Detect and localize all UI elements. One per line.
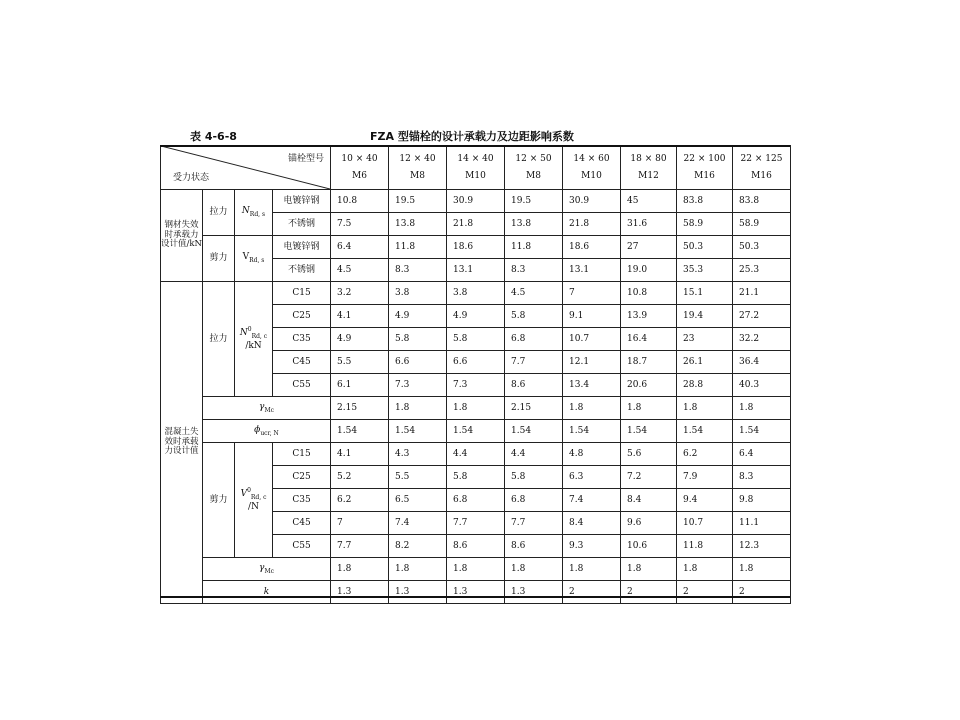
value-cell: 18.6: [563, 236, 621, 259]
value-cell: 4.8: [563, 443, 621, 466]
value-cell: 1.8: [621, 558, 677, 581]
value-cell: 1.54: [677, 420, 733, 443]
value-cell: 2: [733, 581, 791, 604]
symbol-phi: ϕ: [254, 424, 261, 435]
value-cell: 12.1: [563, 351, 621, 374]
value-cell: 8.4: [563, 512, 621, 535]
table-number: 表 4-6-8: [190, 130, 237, 143]
table-title: FZA 型锚栓的设计承载力及边距影响系数: [370, 130, 574, 143]
symbol-gamma-sub: Mc: [264, 406, 274, 414]
value-cell: 1.8: [505, 558, 563, 581]
material-label: 电镀锌钢: [273, 236, 331, 259]
steel-tension-label: 拉力: [203, 190, 235, 236]
symbol-v-sub: Rd, s: [249, 256, 265, 264]
value-cell: 13.8: [505, 213, 563, 236]
value-cell: 1.8: [331, 558, 389, 581]
value-cell: 2: [677, 581, 733, 604]
value-cell: 6.8: [505, 489, 563, 512]
anchor-type-header: [677, 146, 733, 190]
value-cell: 10.8: [621, 282, 677, 305]
value-cell: 45: [621, 190, 677, 213]
value-cell: 21.8: [563, 213, 621, 236]
value-cell: 4.9: [447, 305, 505, 328]
value-cell: 10.8: [331, 190, 389, 213]
value-cell: 6.2: [677, 443, 733, 466]
value-cell: 6.2: [331, 489, 389, 512]
value-cell: 1.54: [389, 420, 447, 443]
value-cell: 7.7: [331, 535, 389, 558]
symbol-gamma-sub: Mc: [264, 567, 274, 575]
symbol-v0-sub: Rd, c: [250, 493, 267, 501]
steel-tension-symbol: [235, 190, 273, 236]
anchor-size: 12 × 50: [515, 154, 552, 165]
value-cell: 30.9: [563, 190, 621, 213]
value-cell: 11.8: [389, 236, 447, 259]
value-cell: 1.8: [563, 558, 621, 581]
symbol-n-sub: Rd, s: [249, 210, 266, 218]
symbol-phi-sub: ucr, N: [260, 429, 279, 437]
gamma-shear-label: [203, 558, 331, 581]
anchor-size: 12 × 40: [399, 154, 436, 165]
value-cell: 6.6: [447, 351, 505, 374]
concrete-grade: C35: [273, 489, 331, 512]
anchor-type-header: [733, 146, 791, 190]
value-cell: 5.2: [331, 466, 389, 489]
anchor-size: 10 × 40: [341, 154, 378, 165]
table-row: [161, 190, 791, 213]
value-cell: 1.8: [447, 397, 505, 420]
value-cell: 6.4: [733, 443, 791, 466]
value-cell: 40.3: [733, 374, 791, 397]
concrete-grade: C45: [273, 512, 331, 535]
value-cell: 10.6: [621, 535, 677, 558]
value-cell: 1.8: [733, 397, 791, 420]
value-cell: 7.4: [563, 489, 621, 512]
anchor-size: 14 × 60: [573, 154, 610, 165]
concrete-grade: C35: [273, 328, 331, 351]
header-row: [161, 146, 791, 190]
bolt-size: M8: [410, 170, 425, 181]
value-cell: 1.54: [505, 420, 563, 443]
value-cell: 8.3: [505, 259, 563, 282]
value-cell: 9.1: [563, 305, 621, 328]
value-cell: 7.2: [621, 466, 677, 489]
value-cell: 7.3: [389, 374, 447, 397]
value-cell: 4.1: [331, 305, 389, 328]
concrete-group-label: [161, 282, 203, 604]
table-bottom-rule: [160, 596, 790, 598]
value-cell: 19.5: [389, 190, 447, 213]
phi-label: [203, 420, 331, 443]
value-cell: 6.8: [447, 489, 505, 512]
value-cell: 2.15: [331, 397, 389, 420]
symbol-n0-sub: Rd, c: [251, 332, 268, 340]
value-cell: 6.4: [331, 236, 389, 259]
steel-group-text: 钢材失效时承载力设计值/kN: [161, 219, 202, 250]
anchor-size: 22 × 125: [740, 154, 783, 165]
value-cell: 3.8: [447, 282, 505, 305]
value-cell: 11.1: [733, 512, 791, 535]
k-label: [203, 581, 331, 604]
symbol-n0-sup: 0: [247, 325, 252, 333]
value-cell: 83.8: [733, 190, 791, 213]
bolt-size: M16: [751, 170, 772, 181]
value-cell: 10.7: [677, 512, 733, 535]
concrete-grade: C45: [273, 351, 331, 374]
anchor-type-header: [447, 146, 505, 190]
gamma-tension-label: [203, 397, 331, 420]
value-cell: 9.8: [733, 489, 791, 512]
anchor-capacity-table: [160, 145, 791, 604]
symbol-gamma: γ: [259, 401, 265, 412]
concrete-grade: C25: [273, 466, 331, 489]
value-cell: 1.8: [389, 397, 447, 420]
table-top-rule: [160, 145, 790, 147]
steel-group-label: [161, 190, 203, 282]
value-cell: 21.8: [447, 213, 505, 236]
value-cell: 5.6: [621, 443, 677, 466]
value-cell: 1.8: [563, 397, 621, 420]
row-heading: 受力状态: [173, 172, 210, 183]
steel-shear-symbol: [235, 236, 273, 282]
value-cell: 8.3: [733, 466, 791, 489]
value-cell: 4.5: [331, 259, 389, 282]
value-cell: 8.4: [621, 489, 677, 512]
concrete-grade: C55: [273, 535, 331, 558]
value-cell: 5.8: [505, 466, 563, 489]
symbol-n: N: [241, 206, 250, 217]
value-cell: 1.8: [677, 558, 733, 581]
value-cell: 20.6: [621, 374, 677, 397]
value-cell: 9.3: [563, 535, 621, 558]
value-cell: 4.4: [505, 443, 563, 466]
anchor-type-header: [389, 146, 447, 190]
value-cell: 8.6: [505, 374, 563, 397]
value-cell: 7: [331, 512, 389, 535]
value-cell: 8.6: [505, 535, 563, 558]
value-cell: 7: [563, 282, 621, 305]
value-cell: 7.7: [447, 512, 505, 535]
symbol-gamma: γ: [259, 562, 265, 573]
value-cell: 2: [621, 581, 677, 604]
value-cell: 27: [621, 236, 677, 259]
concrete-grade: C15: [273, 443, 331, 466]
value-cell: 9.6: [621, 512, 677, 535]
value-cell: 11.8: [677, 535, 733, 558]
value-cell: 3.2: [331, 282, 389, 305]
value-cell: 32.2: [733, 328, 791, 351]
value-cell: 1.3: [389, 581, 447, 604]
anchor-type-header: [505, 146, 563, 190]
value-cell: 4.4: [447, 443, 505, 466]
value-cell: 36.4: [733, 351, 791, 374]
value-cell: 13.4: [563, 374, 621, 397]
value-cell: 15.1: [677, 282, 733, 305]
unit-n: /N: [248, 501, 259, 512]
value-cell: 8.6: [447, 535, 505, 558]
anchor-size: 14 × 40: [457, 154, 494, 165]
value-cell: 3.8: [389, 282, 447, 305]
value-cell: 23: [677, 328, 733, 351]
table-row: [161, 581, 791, 604]
value-cell: 25.3: [733, 259, 791, 282]
value-cell: 5.5: [331, 351, 389, 374]
bolt-size: M10: [465, 170, 486, 181]
value-cell: 7.7: [505, 351, 563, 374]
value-cell: 1.8: [677, 397, 733, 420]
symbol-n0: N: [239, 327, 248, 338]
value-cell: 4.3: [389, 443, 447, 466]
value-cell: 5.8: [389, 328, 447, 351]
unit-kn: /kN: [245, 340, 262, 351]
value-cell: 1.8: [621, 397, 677, 420]
value-cell: 1.3: [331, 581, 389, 604]
anchor-type-header: [621, 146, 677, 190]
table-caption: [160, 128, 800, 146]
value-cell: 58.9: [733, 213, 791, 236]
value-cell: 13.9: [621, 305, 677, 328]
value-cell: 1.54: [447, 420, 505, 443]
value-cell: 1.3: [447, 581, 505, 604]
table-row: [161, 282, 791, 305]
value-cell: 19.5: [505, 190, 563, 213]
bolt-size: M16: [694, 170, 715, 181]
value-cell: 7.7: [505, 512, 563, 535]
concrete-tension-label: 拉力: [203, 282, 235, 397]
concrete-grade: C25: [273, 305, 331, 328]
material-label: 不锈钢: [273, 259, 331, 282]
value-cell: 13.1: [447, 259, 505, 282]
value-cell: 5.8: [447, 328, 505, 351]
bolt-size: M10: [581, 170, 602, 181]
value-cell: 31.6: [621, 213, 677, 236]
value-cell: 28.8: [677, 374, 733, 397]
value-cell: 5.8: [447, 466, 505, 489]
symbol-v0-sup: 0: [247, 486, 251, 494]
value-cell: 7.5: [331, 213, 389, 236]
value-cell: 1.54: [563, 420, 621, 443]
value-cell: 1.54: [331, 420, 389, 443]
value-cell: 26.1: [677, 351, 733, 374]
anchor-type-header: [331, 146, 389, 190]
table-row: [161, 236, 791, 259]
value-cell: 19.4: [677, 305, 733, 328]
value-cell: 8.3: [389, 259, 447, 282]
symbol-k: k: [263, 586, 270, 597]
value-cell: 7.4: [389, 512, 447, 535]
value-cell: 1.54: [621, 420, 677, 443]
concrete-shear-label: 剪力: [203, 443, 235, 558]
value-cell: 19.0: [621, 259, 677, 282]
value-cell: 6.8: [505, 328, 563, 351]
anchor-size: 18 × 80: [630, 154, 667, 165]
value-cell: 1.8: [389, 558, 447, 581]
value-cell: 6.3: [563, 466, 621, 489]
concrete-tension-symbol: [235, 282, 273, 397]
value-cell: 35.3: [677, 259, 733, 282]
bolt-size: M6: [352, 170, 367, 181]
anchor-size: 22 × 100: [683, 154, 726, 165]
symbol-v0: V: [240, 488, 248, 499]
value-cell: 13.8: [389, 213, 447, 236]
concrete-grade: C55: [273, 374, 331, 397]
value-cell: 6.1: [331, 374, 389, 397]
value-cell: 21.1: [733, 282, 791, 305]
value-cell: 50.3: [733, 236, 791, 259]
value-cell: 12.3: [733, 535, 791, 558]
column-heading: 锚栓型号: [287, 154, 324, 164]
header-diagonal-cell: [161, 146, 331, 190]
value-cell: 7.3: [447, 374, 505, 397]
value-cell: 4.5: [505, 282, 563, 305]
material-label: 不锈钢: [273, 213, 331, 236]
value-cell: 27.2: [733, 305, 791, 328]
value-cell: 8.2: [389, 535, 447, 558]
material-label: 电镀锌钢: [273, 190, 331, 213]
anchor-type-header: [563, 146, 621, 190]
value-cell: 50.3: [677, 236, 733, 259]
value-cell: 6.6: [389, 351, 447, 374]
value-cell: 11.8: [505, 236, 563, 259]
value-cell: 30.9: [447, 190, 505, 213]
value-cell: 5.8: [505, 305, 563, 328]
value-cell: 5.5: [389, 466, 447, 489]
value-cell: 18.6: [447, 236, 505, 259]
value-cell: 2.15: [505, 397, 563, 420]
concrete-shear-symbol: [235, 443, 273, 558]
value-cell: 10.7: [563, 328, 621, 351]
value-cell: 4.9: [331, 328, 389, 351]
value-cell: 58.9: [677, 213, 733, 236]
value-cell: 4.9: [389, 305, 447, 328]
concrete-grade: C15: [273, 282, 331, 305]
value-cell: 6.5: [389, 489, 447, 512]
value-cell: 83.8: [677, 190, 733, 213]
table-row: [161, 558, 791, 581]
symbol-v: V: [242, 252, 250, 263]
value-cell: 13.1: [563, 259, 621, 282]
value-cell: 2: [563, 581, 621, 604]
value-cell: 7.9: [677, 466, 733, 489]
concrete-group-text: 混凝土失效时承载力设计值: [164, 426, 199, 457]
value-cell: 1.8: [733, 558, 791, 581]
value-cell: 18.7: [621, 351, 677, 374]
bolt-size: M8: [526, 170, 541, 181]
value-cell: 16.4: [621, 328, 677, 351]
table-row: [161, 420, 791, 443]
value-cell: 4.1: [331, 443, 389, 466]
value-cell: 1.8: [447, 558, 505, 581]
value-cell: 1.3: [505, 581, 563, 604]
value-cell: 1.54: [733, 420, 791, 443]
bolt-size: M12: [638, 170, 659, 181]
value-cell: 9.4: [677, 489, 733, 512]
steel-shear-label: 剪力: [203, 236, 235, 282]
table-row: [161, 397, 791, 420]
table-row: [161, 443, 791, 466]
